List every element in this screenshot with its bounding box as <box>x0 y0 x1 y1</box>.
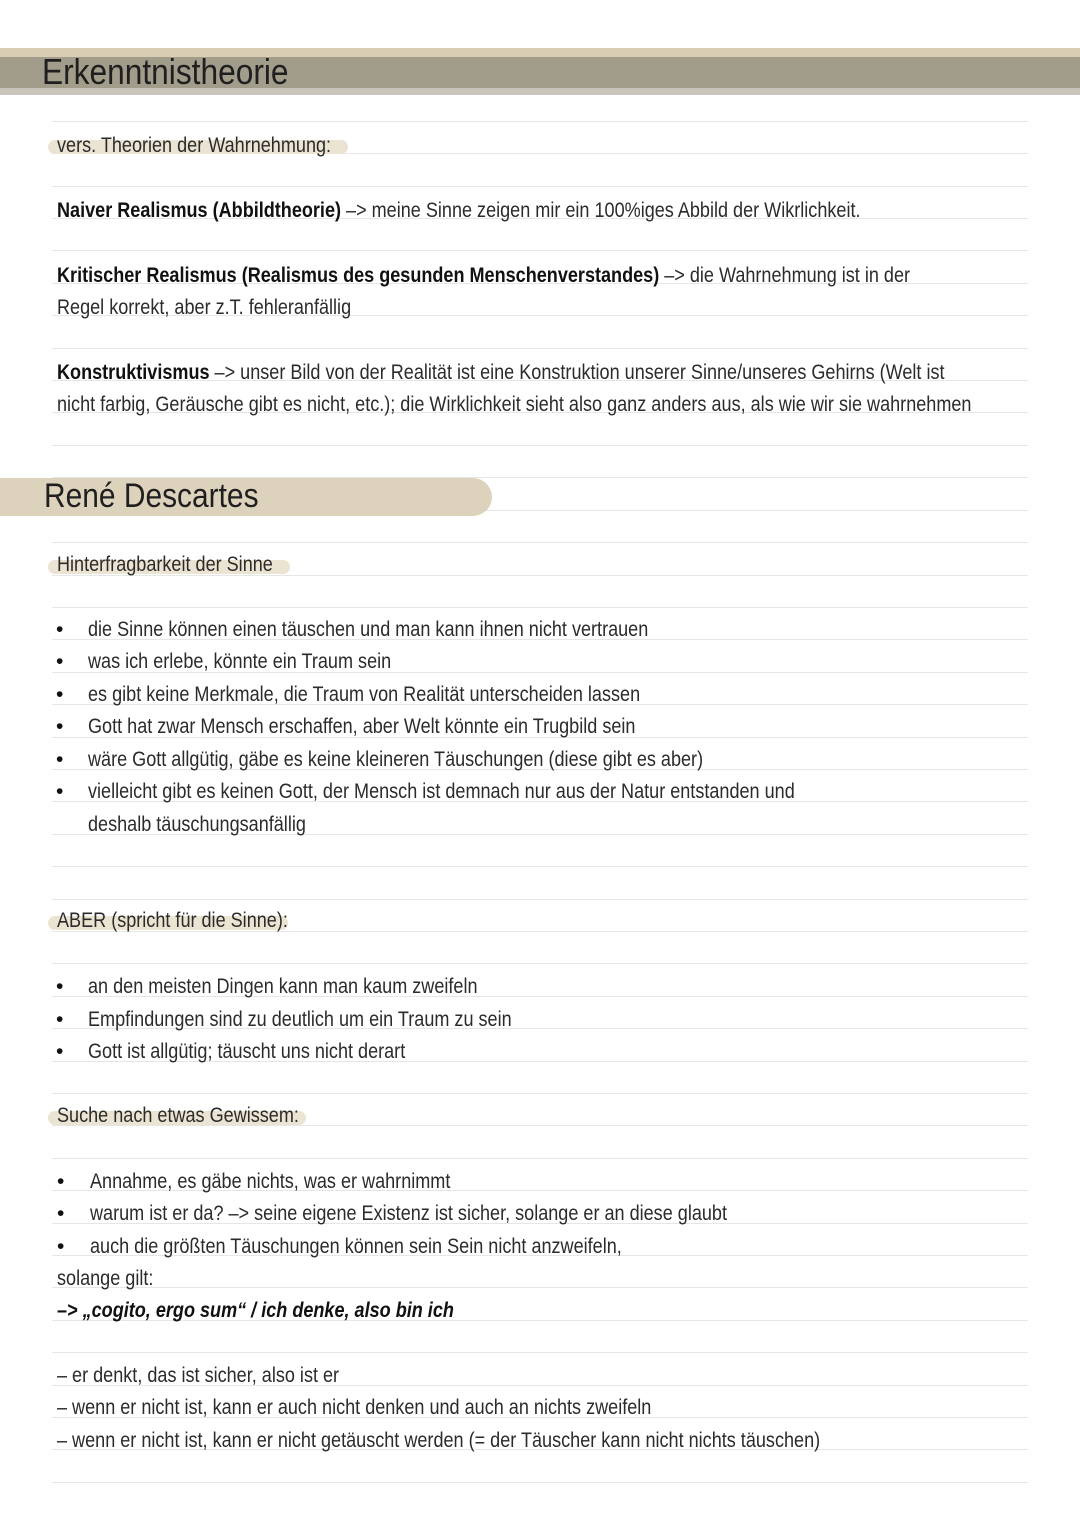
theory-description-cont: nicht farbig, Geräusche gibt es nicht, etc.); die Wirklichkeit sieht also ganz anders aus, als wie wir sie wahrnehmen <box>57 393 972 416</box>
bullet-icon: • <box>57 1202 65 1225</box>
list-item-text: wäre Gott allgütig, gäbe es keine kleineren Täuschungen (diese gibt es aber) <box>88 748 704 771</box>
bullet-icon: • <box>56 1008 64 1031</box>
list-item-text: was ich erlebe, könnte ein Traum sein <box>88 650 392 673</box>
bullet-icon: • <box>56 975 64 998</box>
bullet-icon: • <box>56 715 64 738</box>
section-title-erkenntnistheorie: Erkenntnistheorie <box>42 51 289 92</box>
subheading-aber: ABER (spricht für die Sinne): <box>57 909 288 932</box>
list-item-text: es gibt keine Merkmale, die Traum von Realität unterscheiden lassen <box>88 683 641 706</box>
subheading-theories: vers. Theorien der Wahrnehmung: <box>57 134 332 157</box>
list-item-text: Empfindungen sind zu deutlich um ein Traum zu sein <box>88 1008 512 1031</box>
bullet-icon: • <box>56 683 64 706</box>
theory-naiver-realismus <box>57 196 861 226</box>
subheading-doubt: Hinterfragbarkeit der Sinne <box>57 553 273 576</box>
subheading-certainty: Suche nach etwas Gewissem: <box>57 1104 299 1127</box>
list-item-text: Gott hat zwar Mensch erschaffen, aber Welt könnte ein Trugbild sein <box>88 715 636 738</box>
theory-description: –> unser Bild von der Realität ist eine Konstruktion unserer Sinne/unseres Gehirns (Welt ist <box>209 361 945 384</box>
list-item-text: auch die größten Täuschungen können sein Sein nicht anzweifeln, <box>90 1235 622 1258</box>
bullet-icon: • <box>56 780 64 803</box>
certainty-continuation: solange gilt: <box>57 1267 154 1290</box>
conclusion-line: – wenn er nicht ist, kann er auch nicht denken und auch an nichts zweifeln <box>57 1396 652 1419</box>
theory-term: Kritischer Realismus (Realismus des gesunden Menschenverstandes) <box>57 264 660 287</box>
list-item-continuation: deshalb täuschungsanfällig <box>88 813 306 836</box>
conclusion-line: – wenn er nicht ist, kann er nicht getäuscht werden (= der Täuscher kann nicht nichts täuschen) <box>57 1429 821 1452</box>
bullet-icon: • <box>56 1040 64 1063</box>
bullet-icon: • <box>56 650 64 673</box>
section-title-descartes: René Descartes <box>44 477 259 515</box>
theory-description-cont: Regel korrekt, aber z.T. fehleranfällig <box>57 296 352 319</box>
theory-term: Konstruktivismus <box>57 361 210 384</box>
bullet-icon: • <box>57 1170 65 1193</box>
list-item-text: die Sinne können einen täuschen und man kann ihnen nicht vertrauen <box>88 618 649 641</box>
list-item-text: warum ist er da? –> seine eigene Existenz ist sicher, solange er an diese glaubt <box>90 1202 727 1225</box>
theory-kritischer-realismus <box>57 261 910 291</box>
list-item-text: an den meisten Dingen kann man kaum zweifeln <box>88 975 478 998</box>
cogito-statement: –> „cogito, ergo sum“ / ich denke, also bin ich <box>57 1299 454 1322</box>
theory-term: Naiver Realismus (Abbildtheorie) <box>57 199 342 222</box>
conclusion-line: – er denkt, das ist sicher, also ist er <box>57 1364 340 1387</box>
bullet-icon: • <box>57 1235 65 1258</box>
list-item-text: vielleicht gibt es keinen Gott, der Mensch ist demnach nur aus der Natur entstanden und <box>88 780 795 803</box>
list-item-text: Annahme, es gäbe nichts, was er wahrnimmt <box>90 1170 451 1193</box>
bullet-icon: • <box>56 618 64 641</box>
bullet-icon: • <box>56 748 64 771</box>
theory-description: –> die Wahrnehmung ist in der <box>659 264 911 287</box>
theory-konstruktivismus <box>57 358 945 388</box>
theory-description: –> meine Sinne zeigen mir ein 100%iges Abbild der Wikrlichkeit. <box>341 199 861 222</box>
list-item-text: Gott ist allgütig; täuscht uns nicht derart <box>88 1040 406 1063</box>
